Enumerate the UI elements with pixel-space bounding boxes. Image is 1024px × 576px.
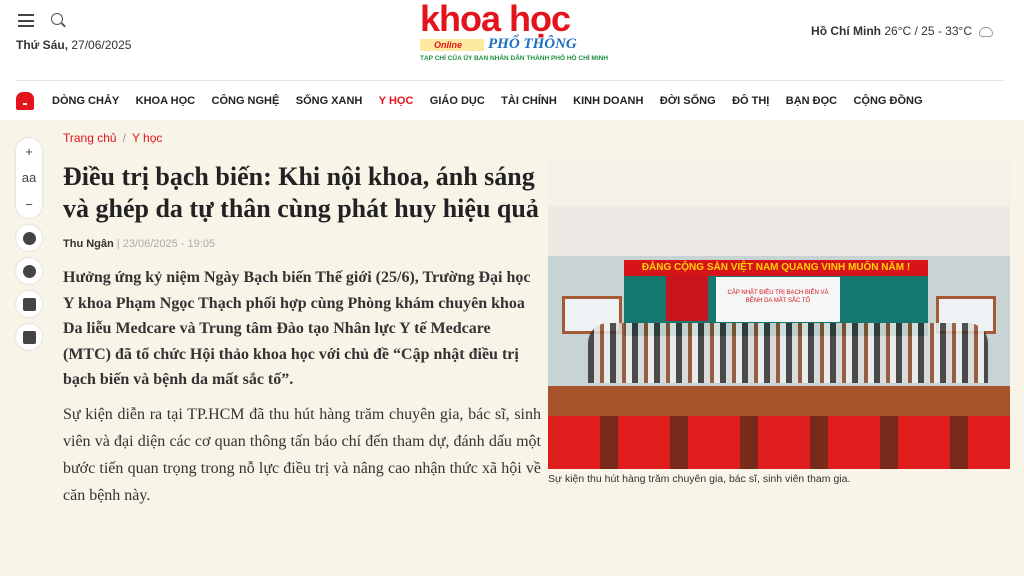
photo-screen: CẬP NHẬT ĐIỀU TRỊ BẠCH BIẾN VÀ BỆNH DA MẤT SẮC TỐ (716, 277, 840, 322)
site-header (0, 0, 1024, 120)
menu-icon[interactable] (18, 14, 34, 27)
facebook-icon (23, 265, 36, 278)
article-body: Sự kiện diễn ra tại TP.HCM đã thu hút hàng trăm chuyên gia, bác sĩ, sinh viên và đại diện các cơ quan thông tấn báo chí đến tham dự, đánh dấu một bước tiến quan trọng trong nỗ lực điều trị và nâng cao nhận thức xã hội về căn bệnh này. (63, 405, 541, 504)
nav-item-cong-nghe[interactable]: CÔNG NGHỆ (211, 95, 280, 107)
nav-item-kinh-doanh[interactable]: KINH DOANH (573, 95, 644, 107)
font-size-label: aa (21, 170, 37, 186)
cloud-icon (979, 27, 993, 37)
nav-item-khoa-hoc[interactable]: KHOA HỌC (135, 95, 196, 107)
publish-time: 23/06/2025 - 19:05 (122, 238, 216, 250)
nav-item-cong-dong[interactable]: CỘNG ĐỒNG (853, 95, 923, 107)
photo-caption: Sự kiện thu hút hàng trăm chuyên gia, bác sĩ, sinh viên tham gia. (548, 473, 851, 485)
nav-item-ban-doc[interactable]: BẠN ĐỌC (785, 95, 838, 107)
byline: Thu Ngân | 23/06/2025 - 19:05 (63, 238, 216, 250)
breadcrumb-category[interactable]: Y học (131, 131, 163, 145)
main-nav (16, 92, 939, 110)
article-title: Điều trị bạch biến: Khi nội khoa, ánh sáng và ghép da tự thân cùng phát huy hiệu quả (63, 162, 539, 223)
current-date: Thứ Sáu, 27/06/2025 (16, 38, 132, 52)
nav-item-dong-chay[interactable]: DÒNG CHẢY (52, 95, 120, 107)
zalo-icon (23, 232, 36, 245)
nav-item-giao-duc[interactable]: GIÁO DỤC (429, 95, 485, 107)
article-tools (16, 138, 42, 350)
zalo-share-button[interactable] (16, 225, 42, 251)
facebook-share-button[interactable] (16, 258, 42, 284)
nav-item-tai-chinh[interactable]: TÀI CHÍNH (501, 95, 557, 107)
site-logo[interactable]: khoa học Online PHỔ THÔNG TẠP CHÍ CỦA ỦY BAN NHÂN DÂN THÀNH PHỐ HỒ CHÍ MINH (420, 0, 609, 62)
zoom-in-button[interactable]: + (25, 143, 33, 159)
search-icon[interactable] (51, 13, 63, 25)
nav-item-song-xanh[interactable]: SỐNG XANH (295, 95, 363, 107)
home-icon[interactable] (16, 92, 34, 110)
header-divider (16, 80, 1003, 81)
weather-widget: Hồ Chí Minh 26°C / 25 - 33°C (811, 24, 972, 38)
nav-item-y-hoc[interactable]: Y HỌC (378, 95, 414, 107)
print-button[interactable] (16, 324, 42, 350)
breadcrumb-home[interactable]: Trang chủ (63, 131, 117, 145)
flag (666, 276, 708, 321)
author[interactable]: Thu Ngân (63, 238, 114, 250)
comment-button[interactable] (16, 291, 42, 317)
font-size-control (16, 138, 42, 218)
comment-icon (23, 298, 36, 311)
crowd (588, 323, 988, 383)
article-photo[interactable] (548, 161, 1010, 469)
breadcrumb: Trang chủ / Y học (63, 131, 163, 145)
nav-item-do-thi[interactable]: ĐÔ THỊ (732, 95, 770, 107)
article-column (63, 131, 541, 509)
nav-item-doi-song[interactable]: ĐỜI SỐNG (659, 95, 716, 107)
article-sapo: Hưởng ứng kỷ niệm Ngày Bạch biến Thế giới (25/6), Trường Đại học Y khoa Phạm Ngọc Thạch phối hợp cùng Phòng khám chuyên khoa Da liễu Medcare và Trung tâm Đào tạo Nhân lực Y tế Medcare (MTC) đã tổ chức Hội thảo khoa học với chủ đề “Cập nhật điều trị bạch biến và bệnh da mất sắc tố”. (63, 269, 531, 389)
zoom-out-button[interactable]: − (25, 197, 33, 213)
print-icon (23, 331, 36, 344)
photo-banner: ĐẢNG CỘNG SẢN VIỆT NAM QUANG VINH MUÔN NĂM ! (624, 260, 928, 276)
